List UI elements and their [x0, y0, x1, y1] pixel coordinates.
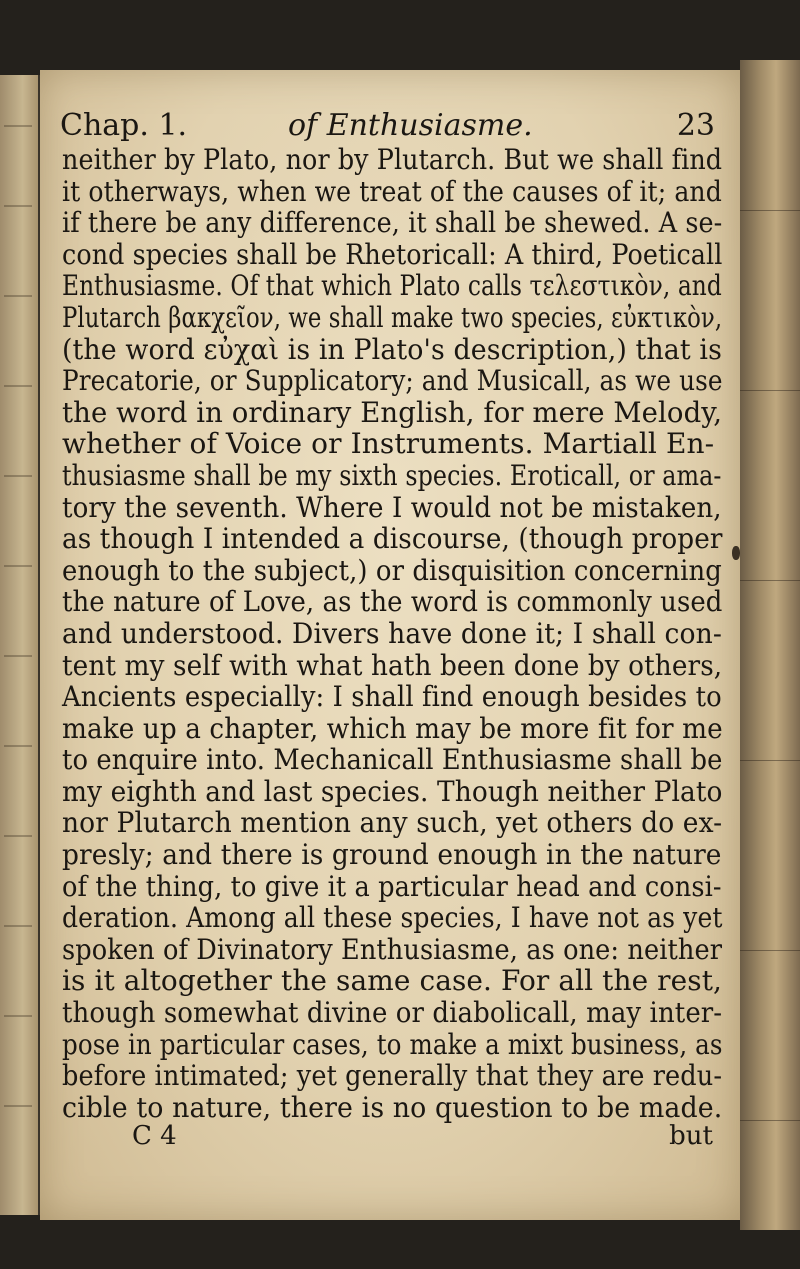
text-line: cond species shall be Rhetoricall: A third, Poeticall [62, 237, 723, 271]
text-line: Precatorie, or Supplicatory; and Musicall, as we use [62, 364, 723, 398]
text-line: Plutarch βακχεῖον, we shall make two species, εὐκτικὸν, [62, 300, 723, 334]
page-footer [60, 1116, 715, 1156]
signature-mark: C 4 [132, 1121, 177, 1151]
text-line: pose in particular cases, to make a mixt business, as [62, 1027, 723, 1061]
text-line: Ancients especially: I shall find enough besides to [62, 680, 722, 714]
text-line: before intimated; yet generally that they are redu- [62, 1059, 723, 1093]
text-line: the word in ordinary English, for mere Melody, [62, 395, 723, 429]
text-line: though somewhat divine or diabolicall, may inter- [62, 996, 723, 1030]
text-line: to enquire into. Mechanicall Enthusiasme shall be [62, 743, 723, 777]
catchword: but [669, 1121, 713, 1151]
page-number: 23 [676, 108, 715, 143]
text-line: deration. Among all these species, I have not as yet [62, 901, 723, 935]
text-line: thusiasme shall be my sixth species. Eroticall, or ama- [62, 458, 722, 492]
text-line: as though I intended a discourse, (though proper [62, 522, 723, 556]
text-line: tory the seventh. Where I would not be mistaken, [62, 490, 722, 524]
text-line: of the thing, to give it a particular head and consi- [62, 869, 722, 903]
book-page [40, 70, 740, 1220]
text-line: presly; and there is ground enough in the nature [62, 838, 722, 872]
text-line: (the word εὐχαὶ is in Plato's description,) that is [62, 332, 722, 366]
body-text [62, 144, 722, 1123]
text-line: tent my self with what hath been done by others, [62, 648, 723, 682]
text-line: cible to nature, there is no question to be made. [62, 1090, 723, 1124]
text-line: make up a chapter, which may be more fit for me [62, 711, 723, 745]
chapter-label: Chap. 1. [60, 108, 188, 143]
running-head [60, 106, 715, 146]
text-line: is it altogether the same case. For all the rest, [62, 964, 723, 998]
text-line: whether of Voice or Instruments. Martiall En- [62, 427, 715, 461]
text-line: neither by Plato, nor by Plutarch. But we shall find [62, 143, 723, 176]
previous-page-edge [0, 75, 40, 1215]
text-line: if there be any difference, it shall be shewed. A se- [62, 206, 723, 240]
text-line: it otherways, when we treat of the causes of it; and [62, 174, 722, 208]
book-gutter [740, 60, 800, 1230]
text-line: enough to the subject,) or disquisition concerning [62, 553, 722, 587]
running-title: of Enthusiasme. [288, 108, 533, 143]
text-line: nor Plutarch mention any such, yet others do ex- [62, 806, 723, 840]
text-line: the nature of Love, as the word is commonly used [62, 585, 723, 619]
ink-blot [732, 546, 740, 560]
text-line: spoken of Divinatory Enthusiasme, as one: neither [62, 932, 723, 966]
text-line: my eighth and last species. Though neither Plato [62, 774, 723, 808]
text-line: Enthusiasme. Of that which Plato calls τελεστικὸν, and [62, 269, 722, 303]
text-line: and understood. Divers have done it; I shall con- [62, 616, 722, 650]
